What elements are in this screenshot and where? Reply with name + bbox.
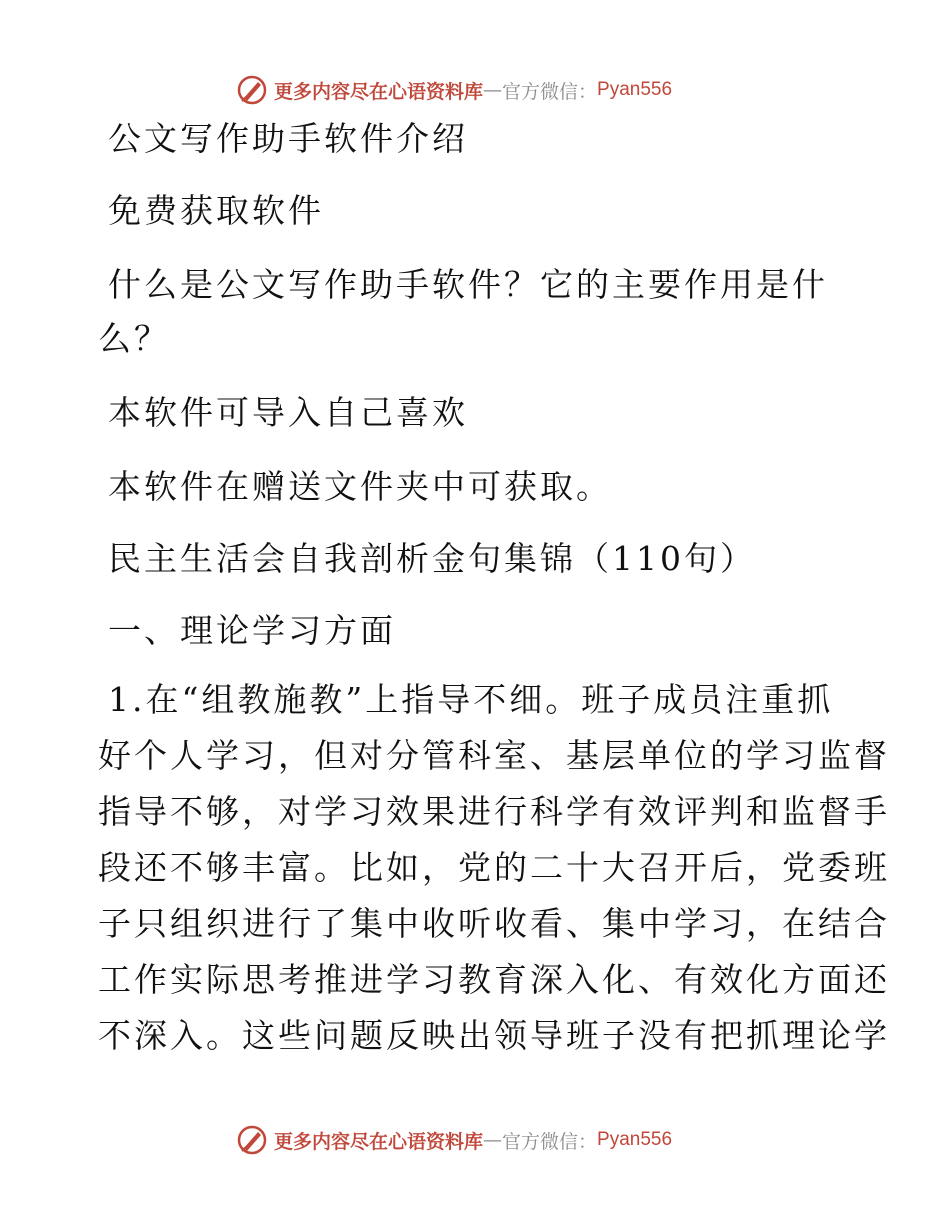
header-watermark <box>236 72 672 108</box>
quill-logo-icon <box>236 74 268 106</box>
watermark-site-text: 更多内容尽在心语资料库 <box>274 1130 484 1153</box>
paragraph-line: 不深入。这些问题反映出领导班子没有把抓理论学 <box>98 1016 890 1055</box>
doc-question-line-1: 什么是公文写作助手软件？它的主要作用是什 <box>108 265 828 304</box>
paragraph-line: 工作实际思考推进学习教育深入化、有效化方面还 <box>98 960 890 999</box>
document-body <box>98 119 890 1064</box>
watermark-wechat-id: Pyan556 <box>597 1129 673 1150</box>
watermark-separator: — <box>483 79 503 101</box>
doc-subheading: 一、理论学习方面 <box>108 611 396 650</box>
doc-line-import: 本软件可导入自己喜欢 <box>108 393 468 432</box>
watermark-wechat-label: 官方微信： <box>502 1130 598 1153</box>
doc-title: 公文写作助手软件介绍 <box>108 119 468 158</box>
footer-watermark <box>236 1122 672 1158</box>
paragraph-line: 好个人学习，但对分管科室、基层单位的学习监督 <box>98 736 890 775</box>
paragraph-line: 段还不够丰富。比如，党的二十大召开后，党委班 <box>98 848 890 887</box>
doc-line-folder: 本软件在赠送文件夹中可获取。 <box>108 467 612 506</box>
paragraph-line: 指导不够，对学习效果进行科学有效评判和监督手 <box>98 792 890 831</box>
doc-paragraph-1 <box>98 672 890 1064</box>
watermark-wechat-id: Pyan556 <box>597 79 673 100</box>
doc-question-line-2: 么？ <box>98 319 170 358</box>
doc-section-heading: 民主生活会自我剖析金句集锦（110句） <box>108 539 756 578</box>
watermark-wechat-label: 官方微信： <box>502 80 598 103</box>
watermark-separator: — <box>483 1129 503 1151</box>
doc-line-free-software: 免费获取软件 <box>108 191 324 230</box>
paragraph-line: 子只组织进行了集中收听收看、集中学习，在结合 <box>98 904 890 943</box>
paragraph-line: 1.在“组教施教”上指导不细。班子成员注重抓 <box>108 680 834 719</box>
quill-logo-icon <box>236 1124 268 1156</box>
watermark-site-text: 更多内容尽在心语资料库 <box>274 80 484 103</box>
